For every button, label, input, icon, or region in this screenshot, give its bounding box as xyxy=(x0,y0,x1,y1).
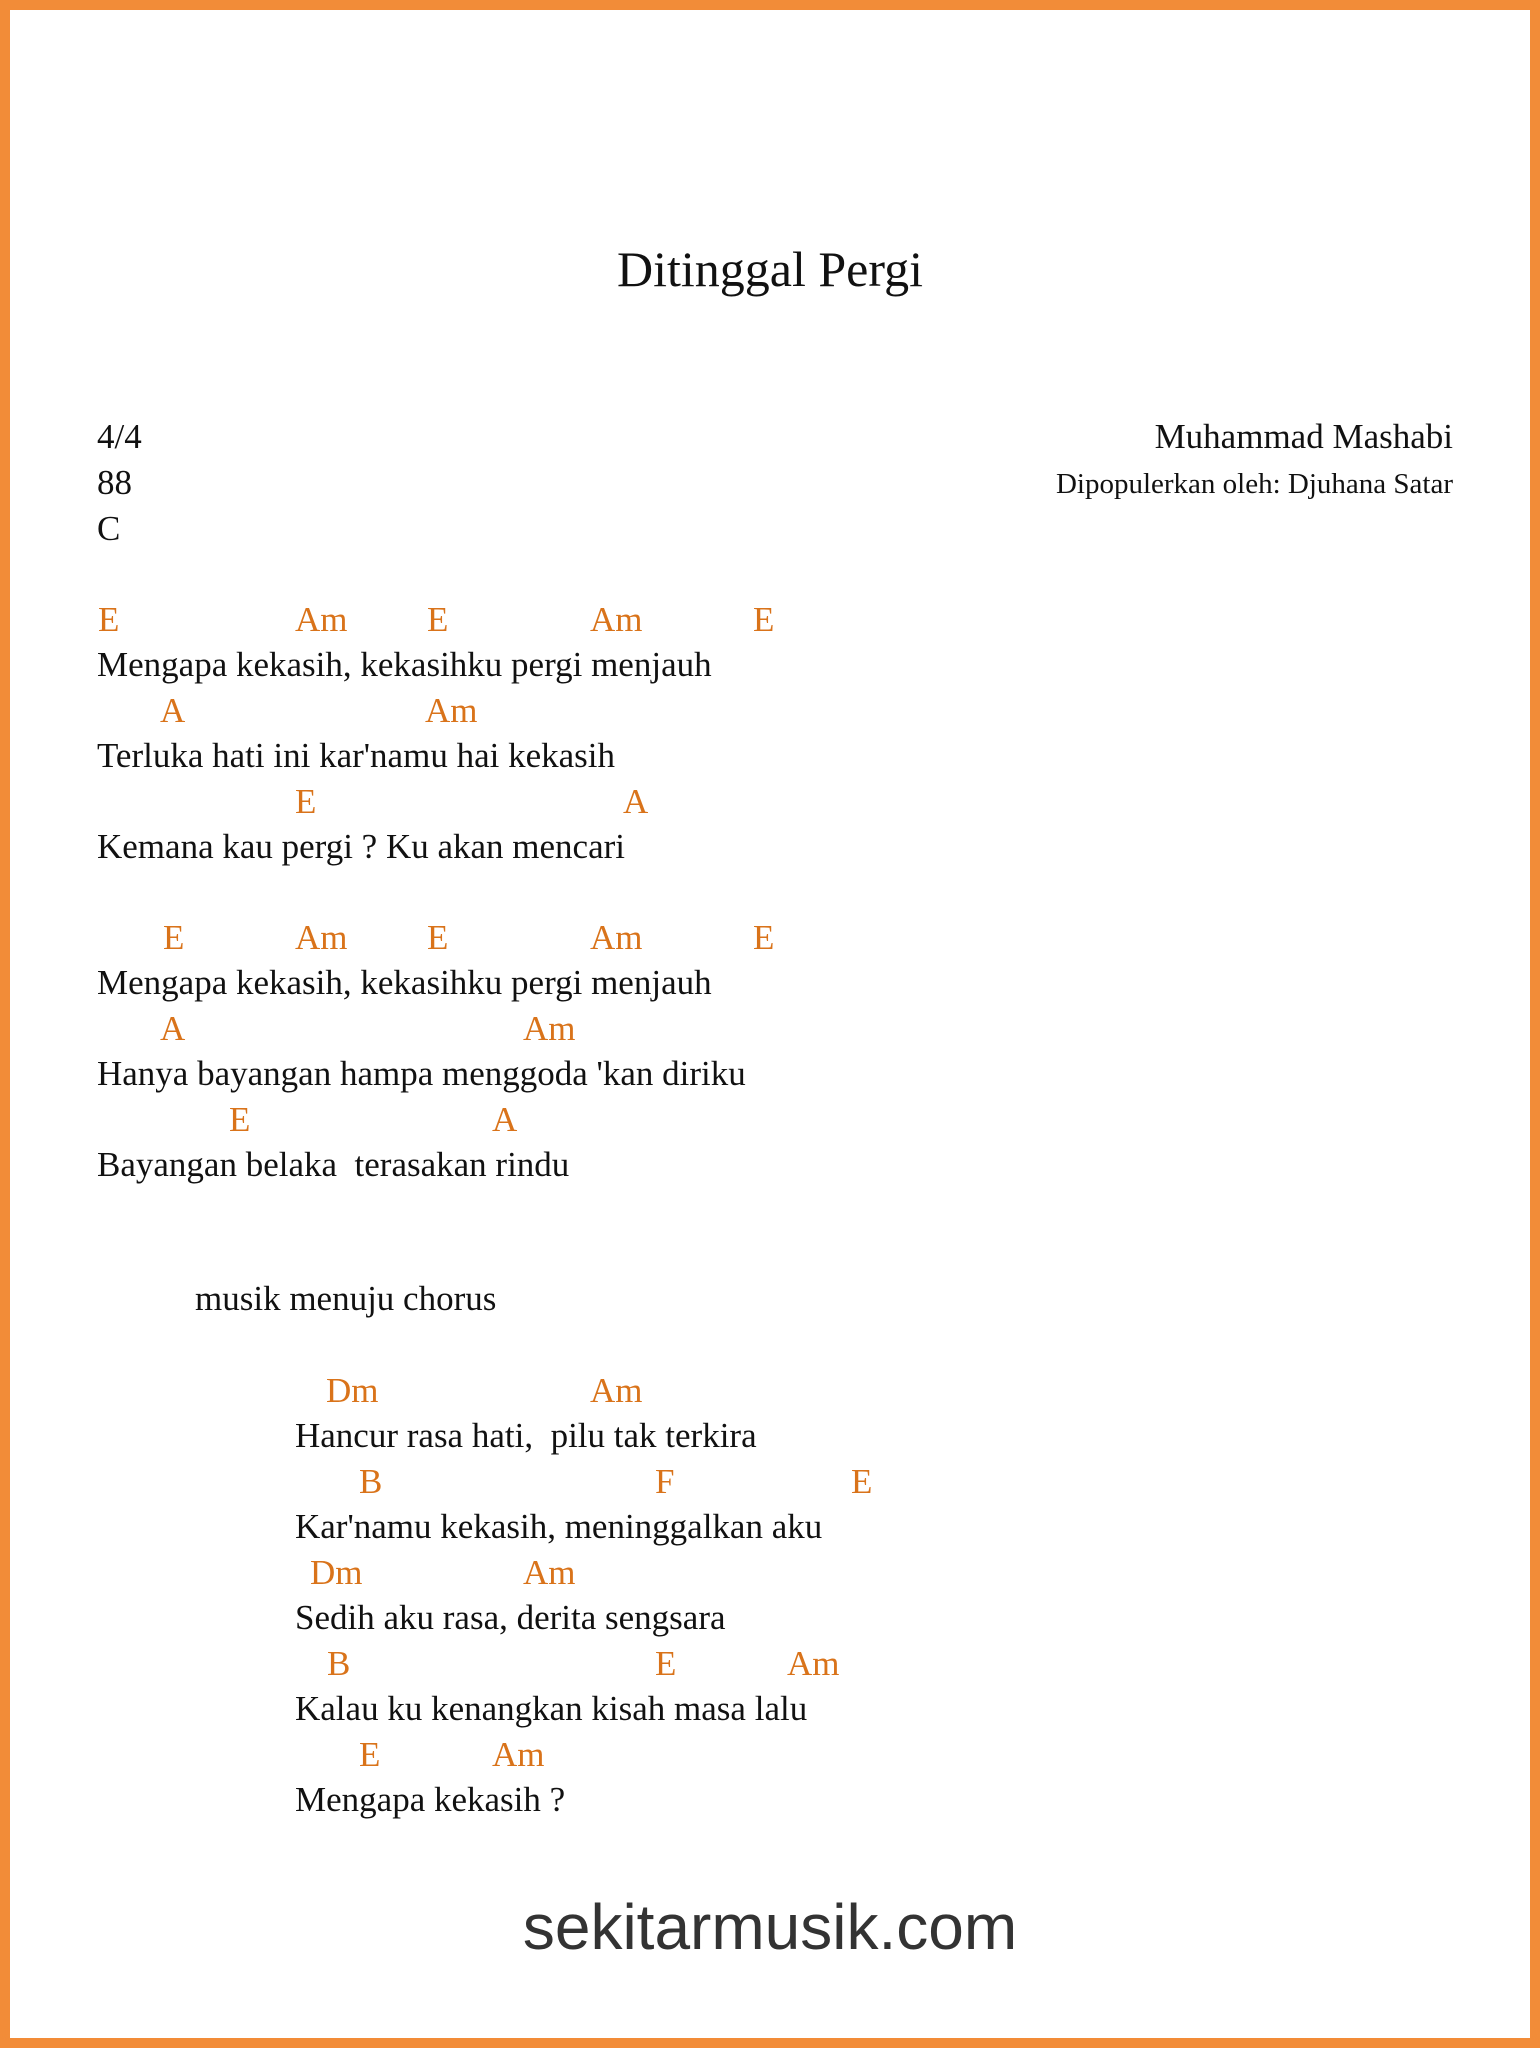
chord-label: Dm xyxy=(326,1371,379,1410)
chord-label: Am xyxy=(425,691,478,730)
lyric-line: Mengapa kekasih, kekasihku pergi menjauh xyxy=(97,645,712,684)
chord-label: A xyxy=(623,782,649,821)
lyric-line: Kemana kau pergi ? Ku akan mencari xyxy=(97,827,626,866)
chord-label: F xyxy=(655,1462,675,1501)
tempo: 88 xyxy=(97,463,132,502)
chord-label: E xyxy=(753,600,775,639)
composer: Muhammad Mashabi xyxy=(1154,417,1453,456)
chord-label: B xyxy=(327,1644,351,1683)
chord-label: Am xyxy=(295,918,348,957)
chord-label: Am xyxy=(523,1553,576,1592)
key: C xyxy=(97,509,121,548)
interlude-note: musik menuju chorus xyxy=(195,1279,497,1318)
website-watermark: sekitarmusik.com xyxy=(522,1891,1018,1963)
chord-label: Am xyxy=(590,600,643,639)
lyric-line: Bayangan belaka terasakan rindu xyxy=(97,1145,570,1184)
chord-label: Dm xyxy=(310,1553,363,1592)
chord-label: E xyxy=(427,600,449,639)
lyric-line: Mengapa kekasih ? xyxy=(295,1780,566,1819)
lyric-line: Hanya bayangan hampa menggoda 'kan diriku xyxy=(97,1054,746,1093)
chord-label: E xyxy=(851,1462,873,1501)
chord-label: E xyxy=(655,1644,677,1683)
chord-label: Am xyxy=(787,1644,840,1683)
chord-label: E xyxy=(359,1735,381,1774)
chord-label: Am xyxy=(492,1735,545,1774)
lyric-line: Kar'namu kekasih, meninggalkan aku xyxy=(295,1507,823,1546)
lyric-line: Terluka hati ini kar'namu hai kekasih xyxy=(97,736,615,775)
chord-label: A xyxy=(492,1100,518,1139)
chord-label: E xyxy=(163,918,185,957)
lyric-line: Sedih aku rasa, derita sengsara xyxy=(295,1598,726,1637)
chord-label: Am xyxy=(295,600,348,639)
chord-label: A xyxy=(160,691,186,730)
chord-label: E xyxy=(98,600,120,639)
chord-label: A xyxy=(160,1009,186,1048)
song-title: Ditinggal Pergi xyxy=(616,241,923,297)
chord-label: Am xyxy=(590,1371,643,1410)
chord-label: E xyxy=(295,782,317,821)
chord-label: E xyxy=(229,1100,251,1139)
lyric-line: Mengapa kekasih, kekasihku pergi menjauh xyxy=(97,963,712,1002)
chord-label: E xyxy=(427,918,449,957)
chord-label: B xyxy=(359,1462,383,1501)
time-signature: 4/4 xyxy=(97,417,142,456)
chord-label: Am xyxy=(590,918,643,957)
popularized-by: Dipopulerkan oleh: Djuhana Satar xyxy=(1055,468,1453,500)
chord-label: E xyxy=(753,918,775,957)
lyric-line: Hancur rasa hati, pilu tak terkira xyxy=(295,1416,757,1455)
lyric-line: Kalau ku kenangkan kisah masa lalu xyxy=(295,1689,808,1728)
chord-label: Am xyxy=(523,1009,576,1048)
